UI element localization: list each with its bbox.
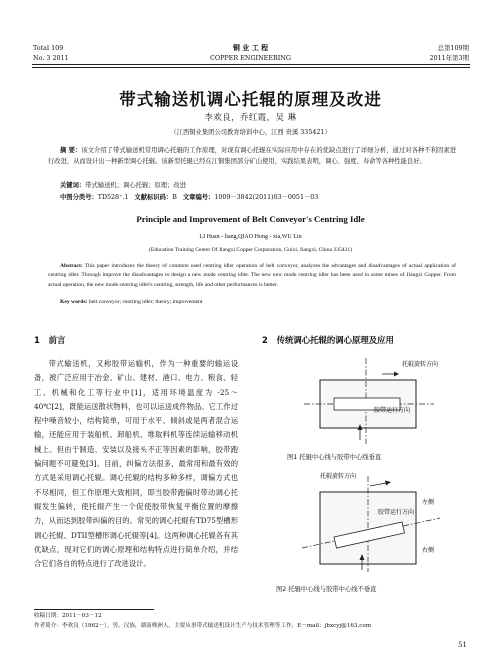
- fig2-label-belt: 胶带运行方向: [378, 509, 415, 516]
- article-no-value: 1009－3842(2011)03－0051－03: [214, 194, 319, 201]
- section-1-heading: [34, 334, 65, 346]
- fig2-label-right: 右侧: [422, 547, 435, 554]
- section-1-number: 1: [34, 335, 40, 345]
- paper-title-en: Principle and Improvement of Belt Conveyor's Centring Idle: [136, 214, 365, 224]
- keywords-cn-text: 带式输送机；调心托辊；原理；改进: [85, 182, 186, 189]
- fig2-rotation-arrow: [370, 483, 386, 486]
- fig1-label-belt: 胶带运行方向: [374, 407, 411, 414]
- abstract-cn-text: 该文介绍了带式输送机常用调心托辊的工作原理，对现有调心托辊在实际应用中存在的优缺点进行了详细分析，通过对各种不利因素进行改进，从而设计出一种新型调心托辊。该新型托辊已经在江铜集团部分矿山使用，实践结果表明，调心、强度、寿命等各种性能良好。: [48, 147, 456, 165]
- clc-label: 中图分类号：: [60, 194, 98, 201]
- abstract-cn-label: 摘 要：: [60, 147, 82, 154]
- figure-2-diagram: [262, 466, 472, 578]
- journal-name-cn: 铜 业 工 程: [232, 43, 269, 52]
- journal-name-en: COPPER ENGINEERING: [209, 54, 292, 62]
- abstract-cn: [48, 146, 456, 167]
- journal-volume-cn: 总第109期: [437, 44, 469, 52]
- header-rule-thin: [32, 67, 470, 68]
- keywords-en: [60, 298, 456, 307]
- figure-1-caption: 图1 托辊中心线与胶带中心线垂直: [287, 454, 382, 461]
- fig2-label-rotation: 托辊旋转方向: [320, 473, 357, 480]
- abstract-en: [48, 262, 456, 290]
- header-rule: [32, 64, 470, 65]
- doc-code-label: 文献标识码：: [134, 194, 173, 201]
- figure-2-caption: 图2 托辊中心线与胶带中心线不垂直: [276, 586, 377, 593]
- fig1-rotation-arrowhead: [394, 372, 399, 377]
- keywords-en-label: Key words:: [60, 299, 88, 305]
- footnote-received: 收稿日期：2011－03－12: [34, 613, 102, 619]
- abstract-en-label: Abstract:: [60, 263, 83, 269]
- doc-code-value: B: [172, 194, 177, 201]
- clc-value: TD528⁺.1: [97, 194, 129, 201]
- keywords-cn: [60, 181, 456, 192]
- section-2-heading: [262, 334, 394, 346]
- figure-1-diagram: [262, 352, 472, 448]
- article-no-label: 文章编号：: [182, 194, 215, 201]
- paper-title-cn: 带式输送机调心托辊的原理及改进: [119, 90, 382, 109]
- section-1-title: 前言: [48, 335, 66, 345]
- intro-paragraph: 带式输送机，又称胶带运输机，作为一种重要的输运设备，被广泛应用于冶金、矿山、建材、港口、电力、粮食、轻工、机械和化工等行业中[1]，适用环境温度为 -25～40℃[2]，既能运送散状物料，也可以运送成件物品。它工作过程中噪音较小，结构简单，可用于水平、倾斜或是两者混合运输，还能应用于装船机、卸船机、堆取料机等连续运输移动机械上。但由于制造、安装以及接头不正等因素的影响，胶带跑偏问题不可避免[3]。目前，纠偏方法很多，最常用和最有效的方式是采用调心托辊。调心托辊的结构多种多样，调偏方式也不尽相同，但工作原理大致相同，即当胶带跑偏时带动调心托辊发生偏转，使托辊产生一个促使胶带恢复平衡位置的摩擦力，从而达到胶带纠偏的目的。常见的调心托辊有TD75型槽形调心托辊、DTII型槽形调心托辊等[4]。这两种调心托辊各有其优缺点，现对它们的调心原理和结构特点进行简单介绍，并结合它们各自的特点进行了改进设计。: [34, 359, 238, 569]
- section-2-title: 传统调心托辊的调心原理及应用: [276, 335, 394, 345]
- journal-issue-cn: 2011年第3期: [429, 54, 469, 62]
- journal-volume-en: Total 109: [33, 44, 64, 52]
- affiliation-en: (Education Training Center Of Jiangxi Copper Corporation, Guixi, Jiangxi, China 335421): [148, 247, 353, 253]
- page-number: 51: [458, 641, 467, 649]
- footnote-rule: [34, 609, 154, 610]
- keywords-en-text: belt conveyor; centring idler; theory; improvement: [87, 299, 203, 305]
- affiliation-cn: （江西铜业集团公司教育培训中心，江西 贵溪 335421）: [170, 129, 331, 136]
- keywords-cn-label: 关键词：: [60, 182, 86, 189]
- fig2-rotation-arrowhead: [385, 481, 391, 486]
- authors-en: LI Huan - liang,QIAO Hong - xia,WU Lin: [199, 234, 302, 240]
- authors-cn: 李欢良，乔红霞，吴 琳: [204, 112, 297, 122]
- abstract-en-text: This paper introduces the theory of common used centring idler operation of belt conveyor, analyzes the advantages and disadvantages of actual application of centring idler. Through improve the disadvantages to design a new mode centring idler. The new new mode centring idler has been used in some mines of Jiangxi Copper. From actual operation, the new mode centring idler's centring, strength, life and other performances is better.: [48, 263, 456, 288]
- classification-line: [60, 193, 460, 204]
- footnote-author: 作者简介：李欢良（1962－），男，汉族，湖南株洲人，主要从事带式输送机设计生产与技术管理等工作，E－mail：jhxcyj@163.com: [34, 623, 372, 629]
- fig1-label-rotation: 托辊旋转方向: [402, 361, 439, 368]
- section-2-number: 2: [262, 335, 268, 345]
- journal-issue-en: No. 3 2011: [33, 54, 69, 62]
- fig2-label-left: 左侧: [422, 499, 435, 506]
